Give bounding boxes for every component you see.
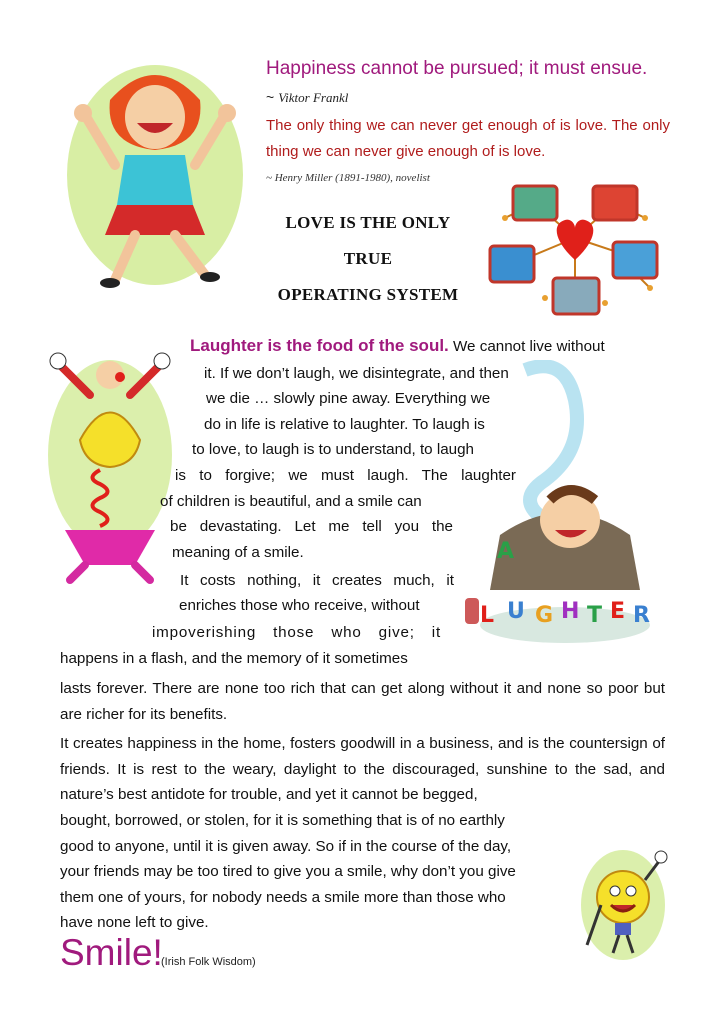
laughter-line-2: it. If we don’t laugh, we disintegrate, and then	[204, 365, 509, 382]
given-away-line-2: good to anyone, until it is given away. So if in the course of the day,	[60, 837, 512, 855]
network-heart-illustration	[485, 178, 665, 318]
laughter-line-1	[190, 336, 605, 356]
laughter-letter-h: H	[561, 599, 580, 624]
laughter-line-4: do in life is relative to laughter. To laugh is	[204, 416, 485, 433]
laughter-line-10: It costs nothing, it creates much, it	[180, 572, 454, 589]
laughter-line-7: of children is beautiful, and a smile can	[160, 493, 422, 510]
laughter-letter-u: U	[507, 599, 525, 624]
love-heading-line-2: TRUE	[343, 249, 393, 268]
laughter-line-5: to love, to laugh is to understand, to laugh	[192, 441, 475, 458]
laughter-letter-g: G	[535, 603, 554, 628]
love-heading	[262, 205, 474, 313]
quote-frankl-author: Viktor Frankl	[278, 90, 349, 105]
quote-frankl-tilde: ~	[266, 89, 275, 105]
smile-heading: Smile!	[60, 932, 163, 973]
laughter-letter-a: A	[497, 539, 515, 564]
laughter-letter-t: T	[587, 603, 603, 628]
laughter-line-1-text: We cannot live without	[448, 338, 605, 355]
laughter-line-3: we die … slowly pine away. Everything we	[206, 390, 491, 407]
quote-frankl	[266, 55, 656, 112]
love-heading-line-3: OPERATING SYSTEM	[277, 285, 459, 304]
given-away-line-3: your friends may be too tired to give you a smile, why don’t you give	[60, 863, 516, 880]
laughter-letter-r: R	[633, 603, 650, 628]
quote-miller-author: ~ Henry Miller (1891-1980), novelist	[266, 172, 430, 184]
laughter-line-11: enriches those who receive, without	[179, 597, 420, 614]
laughter-line-6: is to forgive; we must laugh. The laughter	[175, 467, 516, 484]
given-away-line-1: bought, borrowed, or stolen, for it is something that is of no earthly	[60, 812, 505, 829]
smiling-bulb-illustration	[575, 835, 670, 965]
paragraph-happiness-home: It creates happiness in the home, fosters goodwill in a business, and is the countersign of friends. It is rest to the weary, daylight to the discouraged, sunshine to the sad, and nature’s best antidote for trouble, and yet it cannot be begged,	[60, 735, 665, 803]
paragraph-riches: lasts forever. There are none too rich that can get along without it and none so poor but are richer for its benefits.	[60, 680, 665, 723]
love-heading-line-1: LOVE IS THE ONLY	[285, 213, 451, 232]
laughter-line-8: be devastating. Let me tell you the	[170, 518, 453, 535]
given-away-line-4: them one of yours, for nobody needs a smile more than those who	[60, 888, 506, 906]
smile-source: (Irish Folk Wisdom)	[161, 956, 256, 968]
quote-miller: The only thing we can never get enough of is love. The only thing we can never give enough of is love.	[266, 117, 670, 160]
laughter-line-13: happens in a flash, and the memory of it sometimes	[60, 650, 408, 667]
quote-frankl-text: Happiness cannot be pursued; it must ensue.	[266, 58, 648, 79]
paragraph-given-away	[60, 808, 570, 936]
clown-springbox-illustration	[40, 345, 180, 585]
laughter-letter-e: E	[610, 599, 626, 624]
given-away-line-5: have none left to give.	[60, 914, 209, 931]
jumping-woman-illustration	[55, 55, 255, 295]
laughter-line-9: meaning of a smile.	[172, 544, 304, 561]
laughter-letter-l: L	[480, 603, 495, 628]
laughter-highlight: Laughter is the food of the soul.	[190, 336, 449, 355]
laughter-line-12: impoverishing those who give; it	[152, 624, 441, 641]
